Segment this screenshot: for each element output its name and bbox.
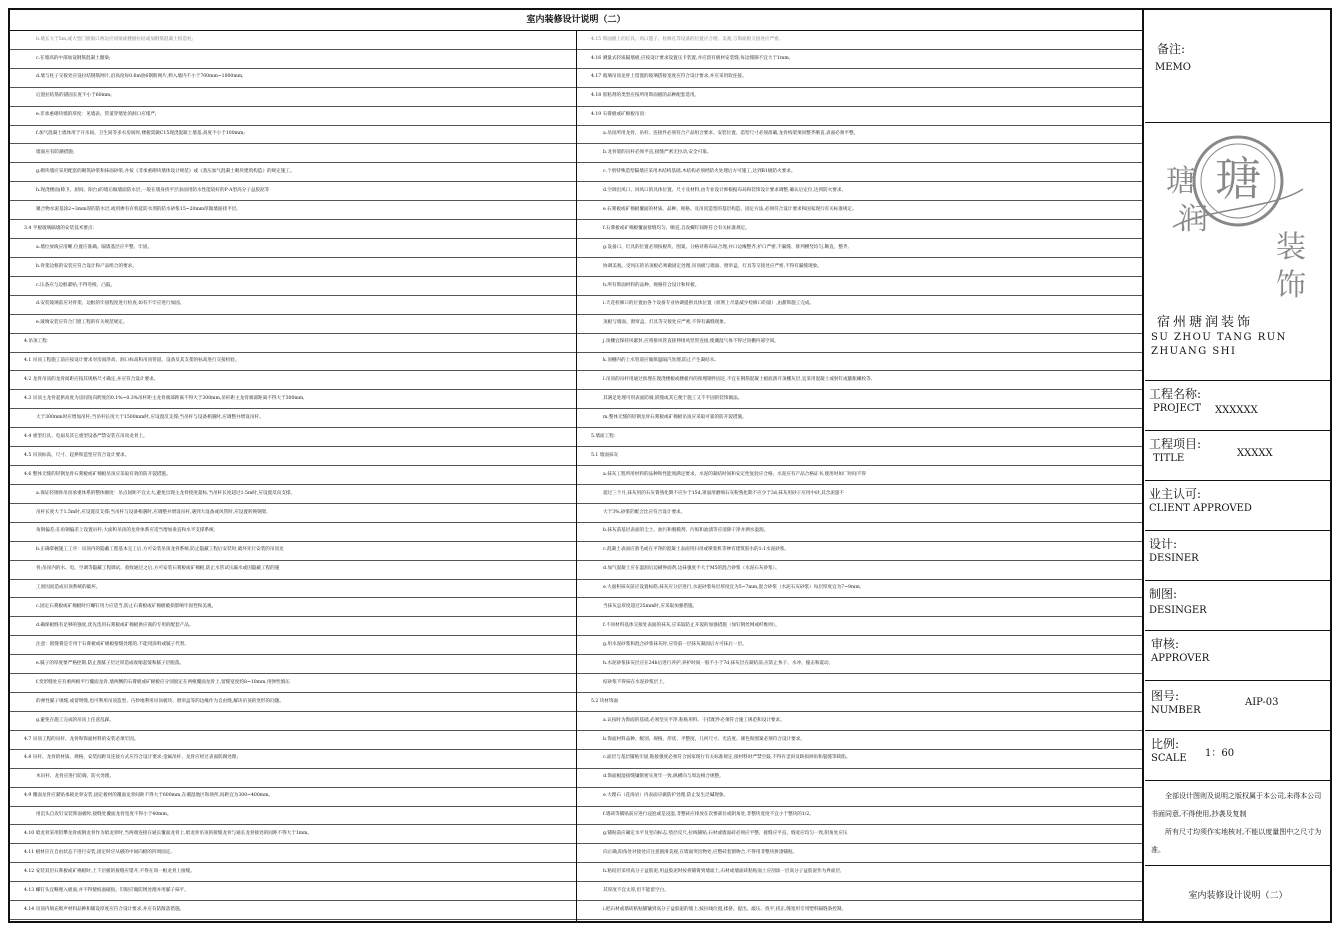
note-line: 4.5 吊顶标高、尺寸、起拱和造型应符合设计要求。 <box>10 447 576 466</box>
company-name: 宿州瑭润装饰 <box>1157 315 1254 330</box>
note-line: 骨;吊顶内的水、电、空调等隐蔽工程调试、验收通过之后,方可安装石膏板或矿棉板,防止水管试压漏水或因隐蔽工程的施 <box>10 561 576 580</box>
title-block <box>1145 10 1331 921</box>
note-line: 4.13 螺钉头宜略埋入板面,并不得使纸面破损。钉眼应做防锈处理并用腻子抹平。 <box>10 882 576 901</box>
note-line: 其满足处理可用表面防腐,嵌缝或其它便于施工又不平固的装饰做法。 <box>577 390 1142 409</box>
note-line: a.抹灰工程所用材料的品种和性能须满足要求。水泥的凝结时间和安定性复验应合格。水泥应有产品合格证书,使用时如厂时间不得 <box>577 466 1142 485</box>
note-line: f.加气混凝土墙体用于开水间、卫生间等多水房间时,楼板需做C15现浇混凝土墙基,高度不小于100mm; <box>10 126 576 145</box>
note-line: g.铺贴前应确定水平及竖向标志,垫层反尺,拉线铺贴,石材或墙面砖必须应平整、接缝应平直、缝宽应均匀一致,阴角处应压 <box>577 825 1142 844</box>
note-line: i.把石材或墙砖粘贴铺镶到高分子益胶泥的墙上,按拉线位置,揉挤、提出、敲压、找平,找正,缝宽用专用塑料隔缝条控制。 <box>577 901 1142 920</box>
title-value: XXXXX <box>1237 448 1273 459</box>
note-line: 5.1 墙面抹灰 <box>577 447 1142 466</box>
note-line: m.整体无缝的轻钢龙骨石膏板或矿棉板吊顶应采取可靠的防开裂措施。 <box>577 409 1142 428</box>
note-line: d.加气混凝土应在湿润后边刷界面剂,边抹强度不大于M5的混合砂浆（水泥石灰砂浆）。 <box>577 561 1142 580</box>
note-line: 协调美观。受风压的吊顶板必须做固定处理,吊顶板与墙面、窗帘盒、灯具等交接处应严密,不得有漏缝现象。 <box>577 258 1142 277</box>
client-cell <box>1145 481 1331 531</box>
logo-char-center: 瑭 <box>1215 152 1261 206</box>
note-line: 4.吊顶工程： <box>10 334 576 353</box>
copyright-note-2: 所有尺寸均须作实地核对,不能以度量图中之尺寸为准。 <box>1151 828 1322 854</box>
number-value: AIP-03 <box>1245 697 1279 708</box>
note-line: l.吊顶的吊杆用通过预埋在现浇楼板或楼板内的预埋钢件固定,不宜在钢筋混凝土板底凿开顶棚灰层,宜采用混凝土或射钉或膨胀螺栓等, <box>577 371 1142 390</box>
approver-label: 审核: <box>1151 637 1180 651</box>
note-line: 吊杆长度大于1.5m时,应设置反支撑;当吊杆与设备相遇时,应调整并增设吊杆,遇到大设备或风管时,应设置转换钢架, <box>10 504 576 523</box>
note-line: 4.14 吊顶内填充吸声材料品种和铺设厚度应符合设计要求,并应有防散落措施。 <box>10 901 576 920</box>
note-line: c.固定石膏板或矿棉板时拧螺钉用力应适当,防止石膏板或矿棉板破损影响牢固性和美观。 <box>10 598 576 617</box>
note-line: c.个别特殊造型隔墙应采用木结构基础,木结构必须经防火处理后方可施工,达到B1级防火要求。 <box>577 163 1142 182</box>
drafter-label-en: DESINGER <box>1149 605 1207 616</box>
note-line: d.确保板缝有足够的强度,优先选用石膏板或矿棉板供应商的专用的配套产品。 <box>10 617 576 636</box>
note-line: b.饰面材料品种、级别、规格、形状、平整度、几何尺寸、光洁度、颜色和图案必须符合设计要求。 <box>577 731 1142 750</box>
note-line: 4.3 吊顶主龙骨起拱高度为房间短向跨度的0.1%~0.3%吊杆距主龙骨端部距离不得大于300mm,吊杆距主龙骨端部距离不得大于300mm, <box>10 390 576 409</box>
note-line: b.骨架边框的安装应符合设计和产品组合的要求。 <box>10 258 576 277</box>
sheet-title: 室内装修设计说明（二） <box>10 10 1142 31</box>
note-line: 4.12 安装双层石膏板或矿棉板时,上下层板的接缝应错开,不得在同一根龙骨上接缝。 <box>10 863 576 882</box>
title-cell <box>1145 431 1331 481</box>
note-line: b.抹灰前基层表面的尘土、油污和脱模剂、污垢和油渍等应清除干净并洒水湿润。 <box>577 523 1142 542</box>
note-line: g.用水泥砂浆和混合砂浆抹灰时,应待前一层抹灰凝固后方可抹后一层。 <box>577 636 1142 655</box>
note-line: j.顶棚宜保持风紧封,应将排风管直接伸排风竖管连接,使潮湿气体不得过顶棚内部空间。 <box>577 334 1142 353</box>
note-line: 聚合物水泥基涂2~3mm厚的防水层,或用掺有有机硅防水剂的防水砂浆15~20mm厚做墙面找平层。 <box>10 201 576 220</box>
note-line: a.认按时为饰面的基础,必须坚实平净,粘贴用料、干挂配件必须符合施工规范和设计要求。 <box>577 712 1142 731</box>
scale-label-en: SCALE <box>1151 753 1187 764</box>
number-label: 图号: <box>1151 689 1180 703</box>
note-line: k.顶棚内的上水管道应做保温隔汽处理,防止产生凝结水。 <box>577 353 1142 372</box>
scale-cell <box>1145 731 1331 781</box>
note-line: 向正确,阳角处对接处应注意圆滑美观,在墙面突出物处,应整砖套割吻合,不得用非整块拼凑铺贴。 <box>577 844 1142 863</box>
note-line: 顶板与墙面、窗帘盒、灯具等交接处应严密,不得有漏缝现象。 <box>577 315 1142 334</box>
client-label-en: CLIENT APPROVED <box>1149 503 1252 514</box>
company-logo <box>1163 129 1313 304</box>
note-line: 木吊杆、龙骨应进行防腐、防火处理。 <box>10 769 576 788</box>
note-line: 大于300mm时应增加吊杆;当吊杆长度大于1500mm时,应设置反支撑;当吊杆与设备相遇时,应调整并增设吊杆。 <box>10 409 576 428</box>
note-line: 4.8 吊杆、龙骨的材质、规格、安装间距及连接方式应符合设计要求;金属吊杆、龙骨应经过表面防腐处理; <box>10 750 576 769</box>
note-line: e.大面积抹灰前应设置标筋,抹灰应分层进行,水泥砂浆每层厚度宜为5~7mm,混合砂浆（水泥石灰砂浆）每层厚度宜为7~9mm, <box>577 580 1142 599</box>
note-line: 墙面应有防潮措施; <box>10 144 576 163</box>
note-line: e.玻璃安装应符合门窗工程的有关规范规定。 <box>10 315 576 334</box>
logo-char-3: 装 <box>1276 230 1306 265</box>
designer-cell <box>1145 531 1331 581</box>
notes-column-left <box>10 31 577 921</box>
drafter-cell <box>1145 581 1331 631</box>
note-line: h.现浇楼面(除卫、厨间、阳台)的墙后做墙面防水层,一般在墙身找平层表面用防水性能较好的P·A型高分子益胶泥等 <box>10 182 576 201</box>
note-line: 4.15 饰面板上的灯具、风口篦子、检修孔等设备的位置应合理、美观,与饰面板交接处应严密。 <box>577 31 1142 50</box>
note-line: c.在墙高的中部加设钢筋混凝土圈梁; <box>10 50 576 69</box>
footer-title: 室内装修设计说明（二） <box>1188 891 1288 901</box>
copyright-note-1: 全部设计图则及说明之版权属于本公司,未得本公司书面同意,不得使用,抄袭及复制 <box>1151 792 1322 818</box>
scale-label: 比例: <box>1151 737 1180 751</box>
note-line: b.龙骨架的吊杆必须平直,接缝严密无拉动,安全可靠。 <box>577 144 1142 163</box>
note-line: 4.16 测量式轻质隔墙板,应按设计要求设置压卡装置,并应留有板材安装缝,每边缝隙不宜大于1mm。 <box>577 50 1142 69</box>
logo-char-2: 润 <box>1178 202 1208 237</box>
note-line: f.不同材料基体交接处表面的抹灰,应采取防止开裂的加强措施（加钉钢丝网或纤维网）。 <box>577 617 1142 636</box>
note-line: c.混凝土表面应凿毛或在平净的混凝土表面用扫帚或喷浆机等掺有建筑胶水的1:1水泥砂浆。 <box>577 542 1142 561</box>
note-line: 注意：嵌缝膏是专用于石膏板或矿棉板接缝处理的,不能用涂料或腻子代替。 <box>10 636 576 655</box>
note-line: d.安装玻璃前应对骨架、边框的牢固程度进行检查,如有不牢应进行加固。 <box>10 296 576 315</box>
note-line: 4.6 整体无缝的轻钢龙骨石膏板或矿棉板吊顶应采取有效的防开裂措施。 <box>10 466 576 485</box>
note-line: d.空调出风口、回风口的具体位置、尺寸及材料,由专业设计师根据布局和装饰设计要求调整,确认后定位,达到防火要求。 <box>577 182 1142 201</box>
copyright-note <box>1151 787 1325 859</box>
note-line: a.保证轻钢骨吊顶承重体系的整体刚度：吊点间距不宜太大,避免出现主龙骨挠度超标,当吊杆长度超过1.5m时,应设置反向支撑。 <box>10 485 576 504</box>
note-line: 其厚度不宜太厚,但不能留空白。 <box>577 882 1142 901</box>
scale-value: 1：60 <box>1205 748 1235 759</box>
note-line: g.砌块墙应采用配套的砌筑砂浆和抹面砂浆,并按《非承重砌块墙体设计规范》或《蒸压加气混凝土砌块建筑构造》的规定施工。 <box>10 163 576 182</box>
note-line: e.腻子的厚度要严格控制,防止刮腻子层过厚造成收缩起皱和腻子层脱落。 <box>10 655 576 674</box>
note-line: h.粘结层采用高分子益胶泥,用益胶泥时按将铺膏到墙面上,石材或墙面砖粘贴面上应刮涂一层高分子益胶泥作为界面层, <box>577 863 1142 882</box>
memo-label: 备注: <box>1157 42 1186 56</box>
note-line: a.吊顶所用龙骨、吊杆、连接件必须符合产品组合要求。安装位置、造型尺寸必须准确,龙骨构架须同整齐顺直,表面必须平整。 <box>577 126 1142 145</box>
note-line: a.墙位放线应清晰,位置应准确。隔墙基层应平整、牢固。 <box>10 239 576 258</box>
approver-cell <box>1145 631 1331 681</box>
note-line: i.天花检修口的位置由各个设备专业协调提供具体位置（原则上尽量减少检修口的量）,由甜饰施工完成。 <box>577 296 1142 315</box>
drafter-label: 制图: <box>1149 587 1178 601</box>
note-line: b.墙长大于5m,或大型门窗洞口两边应同梁或楼板拉结或加钢筋混凝土构造柱; <box>10 31 576 50</box>
designer-label: 设计: <box>1149 537 1178 551</box>
note-line: 4.18 胶粘剂的类型应按所用饰面板的品种配套选用。 <box>577 88 1142 107</box>
note-line: e.石膏板或矿棉板覆面的材质、品种、规格、及吊顶造型的基层构造、固定方法,必须符合设计要求和国家现行有关标准规定。 <box>577 201 1142 220</box>
note-line: h.水泥砂浆抹灰层应在24h后进行养护,养护时间一般不小于7d,抹灰层在凝结前,应防止快干、水冲、撞击和震动。 <box>577 655 1142 674</box>
logo-char-4: 饰 <box>1276 268 1306 303</box>
project-label: 工程名称: <box>1149 387 1202 401</box>
note-line: 后置拉结筋的锚固长度不小于60mm; <box>10 88 576 107</box>
note-line: 4.10 暗龙骨采用铝攀龙骨或钢龙骨作为暗龙骨时,当两端连接在通长覆面龙骨上,暗龙骨吊顶的接缝龙骨与通长龙骨接处的间距不得大于1mm。 <box>10 825 576 844</box>
note-line: g.设备口、灯具的位置必须按板块、图案、分格对称布局合理,并口边缘整齐,护口严密,不漏缝、排列横竖均匀,顺直、整齐, <box>577 239 1142 258</box>
note-line: 4.17 玻璃吊顶龙骨上留置的玻璃搭接宽度应符合设计要求,并应采用软连接。 <box>577 69 1142 88</box>
approver-label-en: APPROVER <box>1151 653 1210 664</box>
memo-label-en: MEMO <box>1155 62 1191 73</box>
note-line: g.避免在施工完成的吊顶上任意乱踩。 <box>10 712 576 731</box>
note-line: 4.11 板材应在自由状态下进行安装,固定时应从板的中间向板的四周固定。 <box>10 844 576 863</box>
note-line: h.所有饰面材料的品种、规格符合设计和样板。 <box>577 277 1142 296</box>
note-line: 4.19 石膏板或矿棉板吊顶： <box>577 107 1142 126</box>
notes-column-right <box>577 31 1142 921</box>
note-line: 3.4 平板玻璃隔墙的安装技术要点： <box>10 220 576 239</box>
project-label-en: PROJECT <box>1153 403 1202 414</box>
project-value: XXXXXX <box>1215 405 1258 416</box>
footer-title-cell <box>1145 866 1331 921</box>
note-line: 4.1 吊顶工程施工前应按设计要求对房间净高、洞口标高和吊顶管道、设备及其支架的标高进行交接检验。 <box>10 353 576 372</box>
number-cell <box>1145 681 1331 731</box>
note-line: 5.2 块材饰面 <box>577 693 1142 712</box>
note-line: 工原因而造成吊顶系统的破坏。 <box>10 580 576 599</box>
note-line: f.变形缝处应有重两根平行覆面龙骨,墙两侧的石膏板或矿棉板应分别固定在两根覆面龙骨上,留缝宽度约8~10mm,用弹性填压 <box>10 674 576 693</box>
designer-label-en: DESINER <box>1149 553 1199 564</box>
note-line: d.墙与柱子交接处应设拉结钢筋网片,沿高度每0.6m放6钢筋网片,伸入墙内不小于700mm~1000mm, <box>10 69 576 88</box>
note-line: d.饰面板湿接缝镶嵌密实度牢一致,纵横向与周边相合规整。 <box>577 769 1142 788</box>
notes-columns <box>10 31 1142 921</box>
note-line: f.石膏板或矿棉板覆面接缝均匀、顺直,自攻螺钉间距符合有关标准规定。 <box>577 220 1142 239</box>
note-line: 超过三个月,抹灰用的石灰膏熟化期不应少于15d,罩面用磨细石灰粉熟化期不应少于3d,抹灰用砂子应用中砂,其含泥量不 <box>577 485 1142 504</box>
main-content <box>10 10 1144 921</box>
note-line: 4.4 重型灯具、电扇及其它重型设备严禁安装在吊顶龙骨上。 <box>10 428 576 447</box>
note-line: 4.2 龙骨吊顶的龙骨间距应按其规格尺寸确定,并应符合设计要求。 <box>10 371 576 390</box>
number-label-en: NUMBER <box>1151 705 1201 716</box>
note-line: 4.7 吊顶工程的吊杆、龙骨和饰面材料的安装必须牢固。 <box>10 731 576 750</box>
logo-char-1: 瑭 <box>1166 164 1196 199</box>
note-line: 用沉头自攻钉安装饰面板时,接缝处覆面龙骨宽度不得小于40mm。 <box>10 807 576 826</box>
note-line: 当抹灰总厚度超过35mm时,应采取加强措施。 <box>577 598 1142 617</box>
note-line: 5.墙面工程： <box>577 428 1142 447</box>
note-line: 大于3%,砂浆的配合比应符合设计要求。 <box>577 504 1142 523</box>
company-cell <box>1145 123 1331 381</box>
note-line: 结砂浆不得抹在水泥砂浆层上。 <box>577 674 1142 693</box>
note-line: c.面层与基层铺贴牢固,粘接强度必须符合国家现行有关标准规定,接材料时严禁空鼓,不得有歪斜及缺损掉角和裂缝等缺陷。 <box>577 750 1142 769</box>
note-line: e.非承重砌块墙的厚度：见墙表。管道穿墙处的洞口应堵严; <box>10 107 576 126</box>
company-name-en: SU ZHOU TANG RUN ZHUANG SHI <box>1151 332 1287 357</box>
title-label: 工程项目: <box>1149 437 1202 451</box>
memo-cell <box>1145 10 1331 123</box>
note-line: 4.9 覆面龙骨应紧贴承载龙骨安装,固定板材的覆面龙骨间距不得大于600mm,在潮湿地区和场所,间距宜为300~400mm。 <box>10 788 576 807</box>
note-line: e.大理石（花岗岩）内表面应做防护处理,防止发生泛碱现象。 <box>577 788 1142 807</box>
note-line: c.压条应与边框紧贴,不得弯棱、凸鼓。 <box>10 277 576 296</box>
client-label: 业主认可: <box>1149 487 1202 501</box>
note-line: 的弹性腻子填缝,或留明缝,也可利用吊顶造型、巧妙地利用吊顶板块、窗帘盒等的边缘作为自由缝,解决吊顶的变形的问题。 <box>10 693 576 712</box>
note-line: 角钢偏差;在角钢偏差上设置吊杆;大面积吊顶的龙骨体系应适当增加垂直和水平支撑系统, <box>10 523 576 542</box>
copyright-cell <box>1145 781 1331 866</box>
title-label-en: TITLE <box>1153 453 1185 464</box>
project-cell <box>1145 381 1331 431</box>
note-line: f.墙砖等铺贴前应进行浸泡或是浸湿,非整砖应排放在次要部位或阴角处,非整块宽度不宜小于整块的1/2。 <box>577 807 1142 826</box>
note-line: b.正确掌握施工工序：吊顶内的隐蔽工程基本完工后,方可安装吊顶龙骨系统,防止隐蔽工程后安装时,破坏先行安装的吊顶龙 <box>10 542 576 561</box>
